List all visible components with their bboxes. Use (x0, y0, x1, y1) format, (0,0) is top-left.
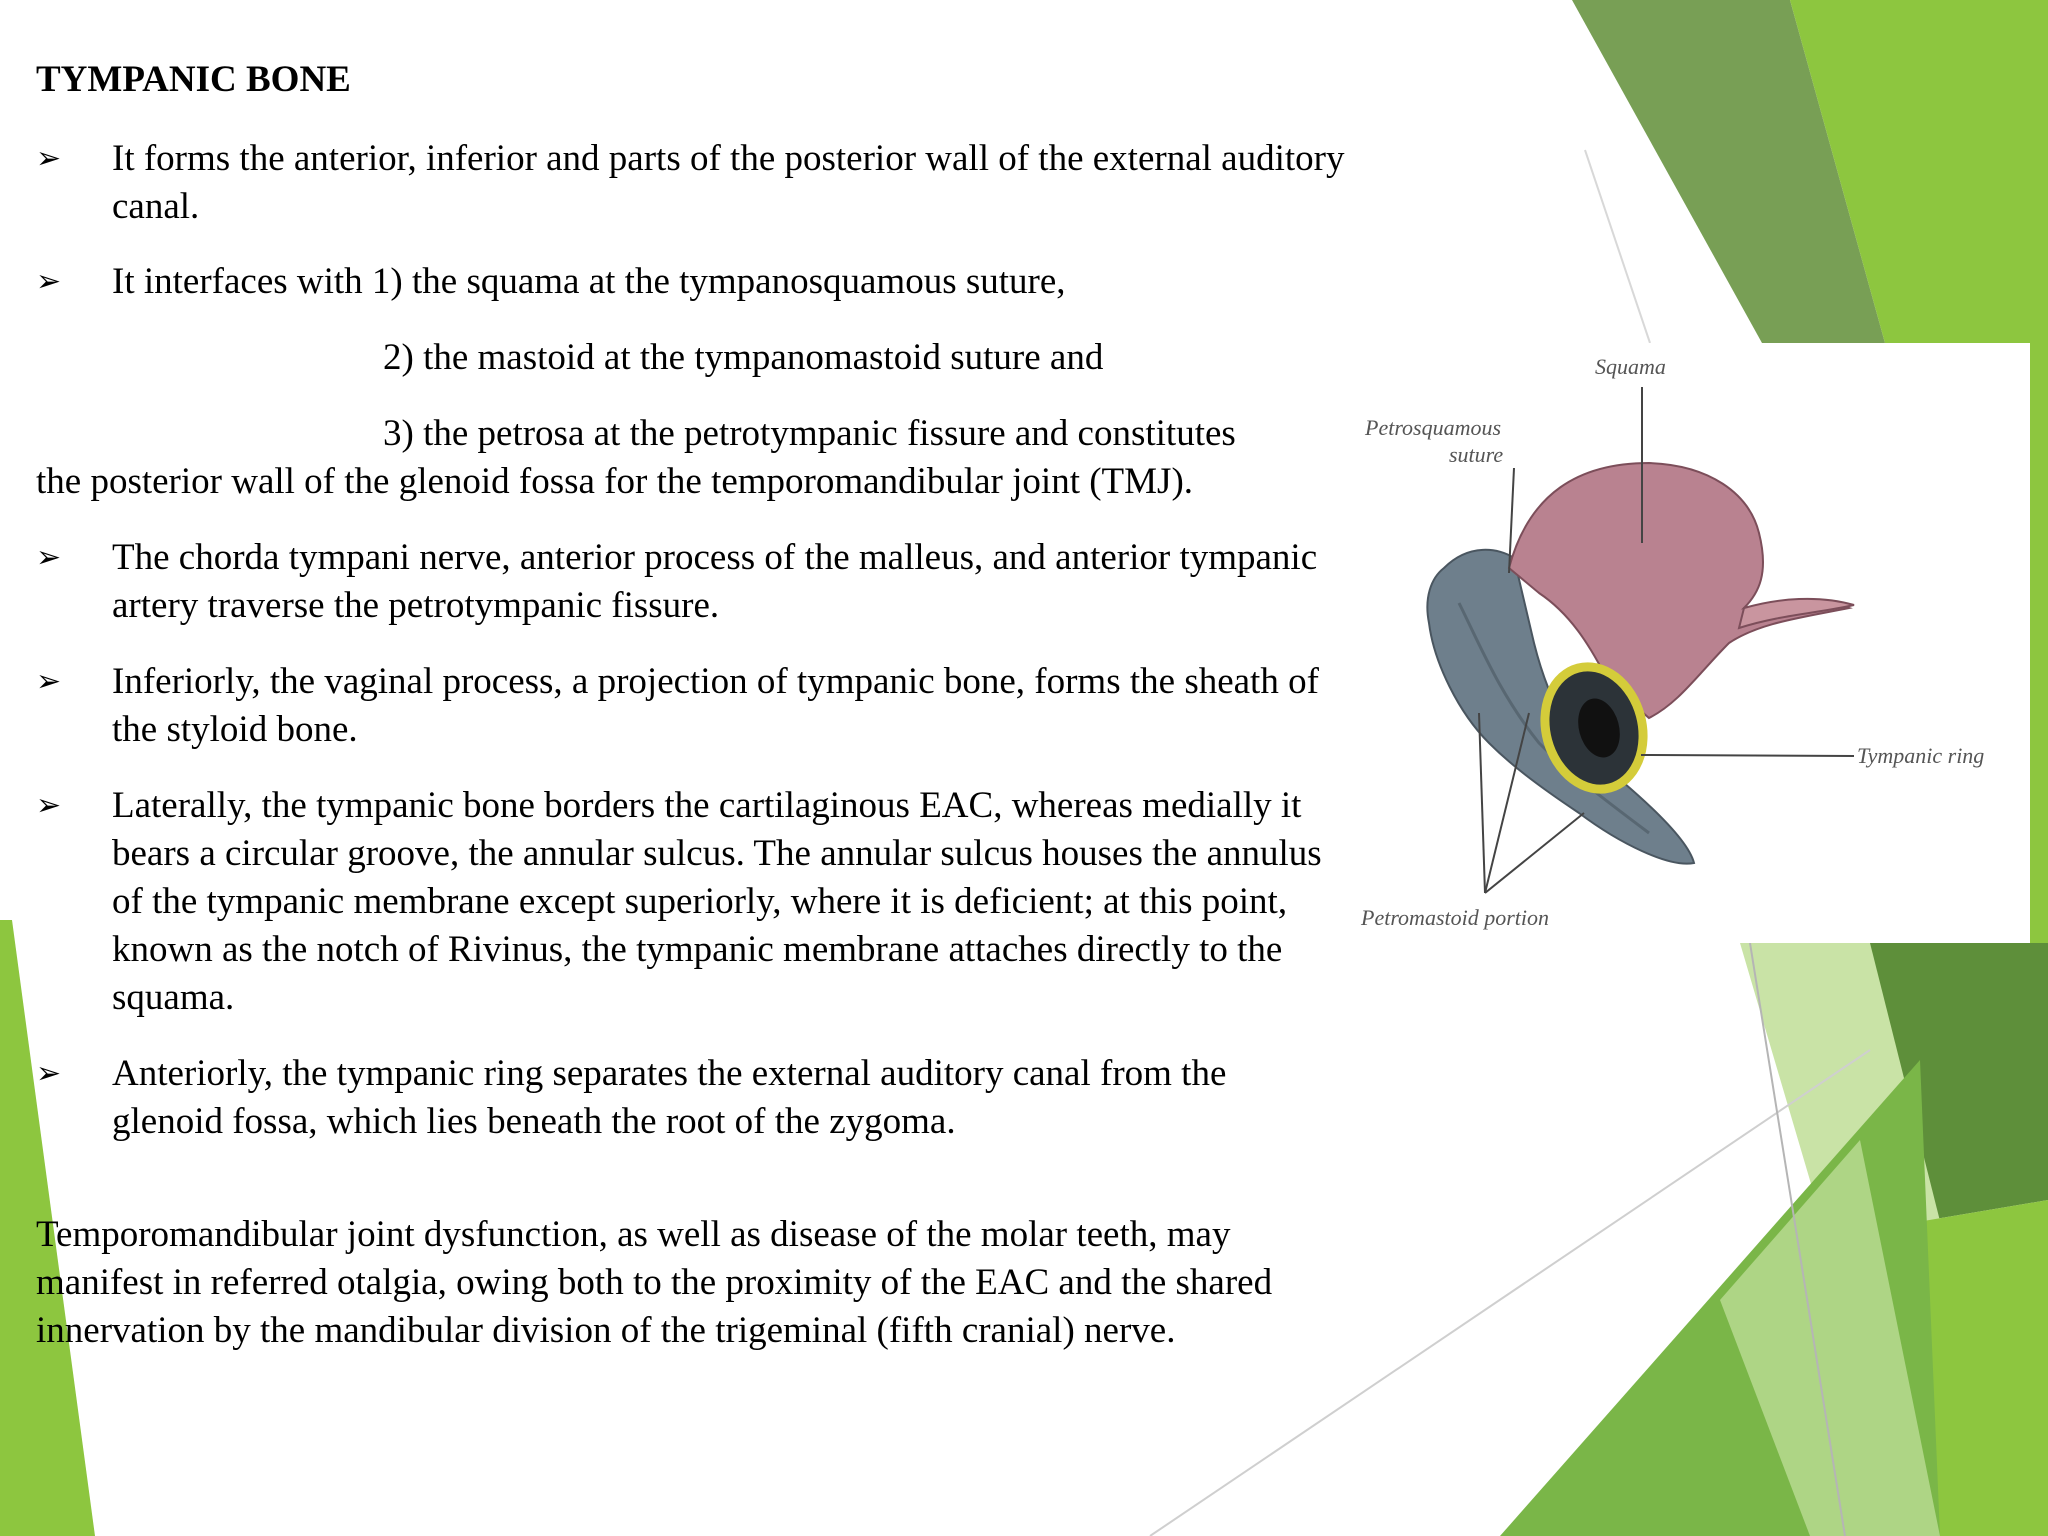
label-squama: Squama (1595, 354, 1666, 379)
leader-tympanic-ring (1641, 755, 1854, 756)
bullet-text: Laterally, the tympanic bone borders the cartilaginous EAC, whereas medially it bears a circular groove, the annular sulcus. The annular sulcus houses the annulus of the tympanic membrane except superiorly, where it is deficient; at this point, known as the notch of Rivinus, the tympanic membrane attaches directly to the squama. (112, 785, 1322, 1018)
slide-title: TYMPANIC BONE (36, 59, 351, 100)
leader-petromastoid-1 (1479, 713, 1485, 893)
bullet-item (36, 1050, 1346, 1146)
bullet-item (36, 258, 1346, 306)
label-petromastoid: Petromastoid portion (1361, 905, 1550, 930)
bullet-arrow-icon: ➢ (36, 789, 62, 822)
bullet-arrow-icon: ➢ (36, 541, 62, 574)
bg-shape-right-mid (2030, 343, 2048, 943)
bullet-text: It interfaces with 1) the squama at the tympanosquamous suture, (112, 261, 1066, 302)
interface-item-mastoid: 2) the mastoid at the tympanomastoid suture and (383, 337, 1104, 378)
label-petrosquamous-2: suture (1449, 442, 1504, 467)
bullet-item (36, 658, 1346, 754)
bg-thin-line-2 (1585, 150, 1650, 343)
bullet-arrow-icon: ➢ (36, 142, 62, 175)
bullet-item (36, 534, 1346, 630)
bullet-text: Inferiorly, the vaginal process, a projection of tympanic bone, forms the sheath of the styloid bone. (112, 661, 1319, 750)
bullet-text: Anteriorly, the tympanic ring separates the external auditory canal from the glenoid fossa, which lies beneath the root of the zygoma. (112, 1053, 1227, 1142)
bullet-text: The chorda tympani nerve, anterior process of the malleus, and anterior tympanic artery traverse the petrotympanic fissure. (112, 537, 1318, 626)
bullet-item (36, 135, 1346, 231)
tympanic-bone-figure (1349, 343, 2030, 943)
tympanic-bone-illustration (1349, 343, 2030, 943)
closing-paragraph: Temporomandibular joint dysfunction, as well as disease of the molar teeth, may manifest in referred otalgia, owing both to the proximity of the EAC and the shared innervation by the mandibular division of the trigeminal (fifth cranial) nerve. (36, 1214, 1273, 1351)
zygomatic-process-shape (1739, 599, 1854, 628)
interface-continuation: the posterior wall of the glenoid fossa for the temporomandibular joint (TMJ). (36, 461, 1194, 502)
bullet-arrow-icon: ➢ (36, 1057, 62, 1090)
label-tympanic-ring: Tympanic ring (1857, 743, 1985, 768)
bullet-text: It forms the anterior, inferior and parts of the posterior wall of the external auditory canal. (112, 138, 1345, 227)
interface-item-petrosa: 3) the petrosa at the petrotympanic fissure and constitutes (383, 413, 1236, 454)
leader-petromastoid-3 (1485, 813, 1584, 893)
bullet-arrow-icon: ➢ (36, 265, 62, 298)
bullet-item (36, 782, 1346, 1022)
bullet-arrow-icon: ➢ (36, 665, 62, 698)
label-petrosquamous-1: Petrosquamous (1365, 415, 1502, 440)
